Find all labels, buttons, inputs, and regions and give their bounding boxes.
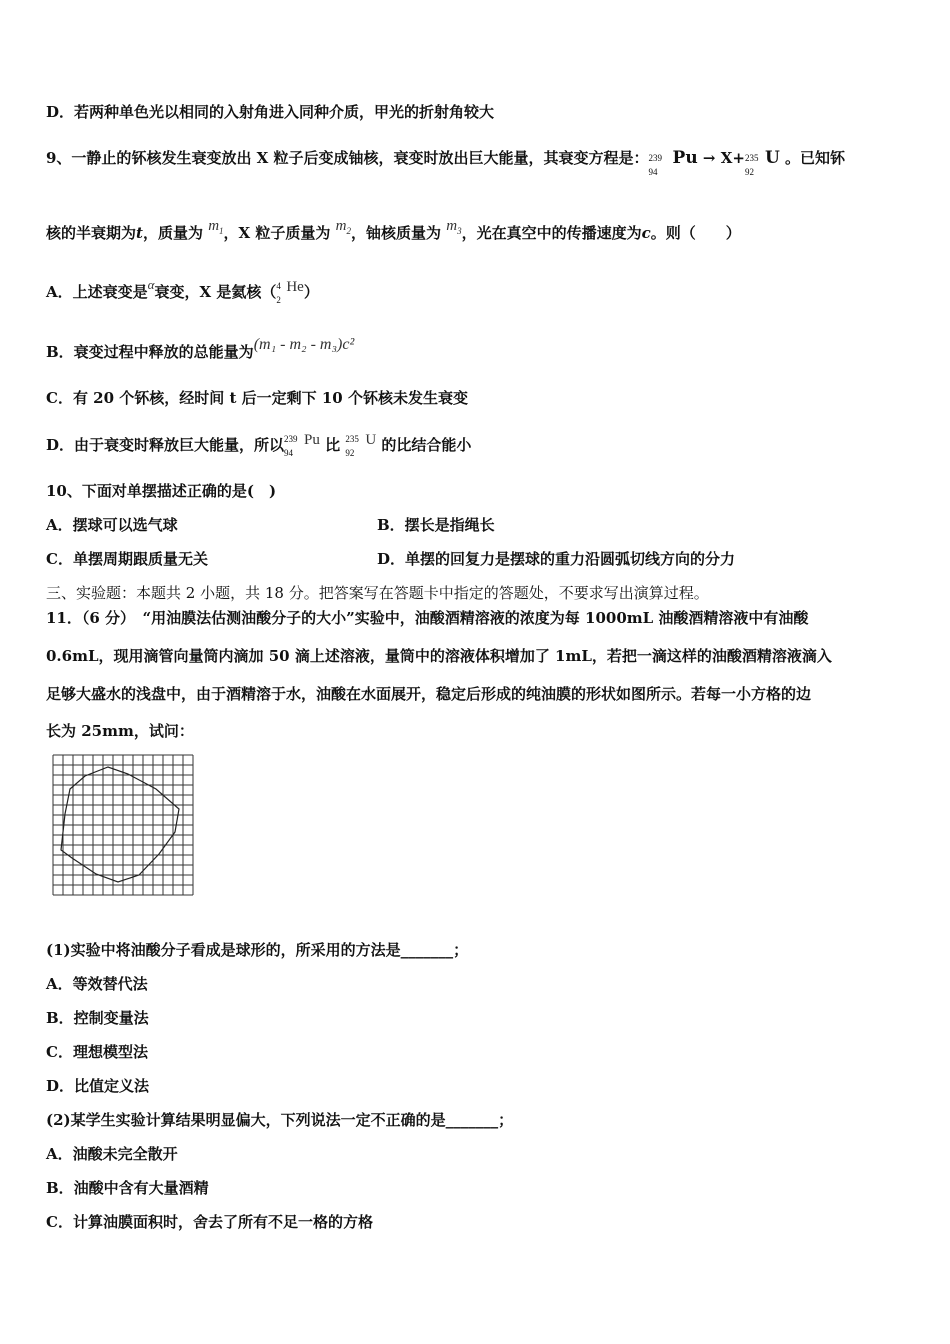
q11-line3: 足够大盛水的浅盘中，由于酒精溶于水，油酸在水面展开，稳定后形成的纯油膜的形状如图所示。若每一小方格的边: [46, 685, 812, 703]
q9-stem-line1: 9、一静止的钚核发生衰变放出 X 粒子后变成铀核，衰变时放出巨大能量，其衰变方程是： 239 94 Pu → X+ 235 92 U 。已知钚: [46, 148, 846, 177]
energy-expression: (m₁ - m₂ - m₃)c²: [253, 336, 355, 353]
q11-line1: 11．（6 分） “用油膜法估测油酸分子的大小”实验中，油酸酒精溶液的浓度为每 1000mL 油酸酒精溶液中有油酸: [46, 609, 809, 627]
m2-symbol: $m_2$: [335, 218, 351, 236]
x-particle: X+: [720, 149, 745, 167]
q10-option-a: A．摆球可以选气球: [46, 516, 178, 534]
q10-option-d: D．单摆的回复力是摆球的重力沿圆弧切线方向的分力: [377, 550, 736, 568]
q11-line2: 0.6mL，现用滴管向量筒内滴加 50 滴上述溶液，量筒中的溶液体积增加了 1mL，若把一滴这样的油酸酒精溶液滴入: [46, 647, 832, 665]
q10-option-b: B．摆长是指绳长: [377, 516, 495, 534]
q11-line4: 长为 25mm，试问：: [46, 722, 194, 740]
he-symbol: He: [286, 279, 304, 295]
m1-symbol: $m_1$: [208, 218, 224, 236]
q9-option-b: B．衰变过程中释放的总能量为(m₁ - m₂ - m₃)c²: [46, 336, 355, 361]
q8-option-d: D．若两种单色光以相同的入射角进入同种介质，甲光的折射角较大: [46, 103, 495, 121]
u-symbol-2: U: [365, 432, 377, 448]
q11-part1-option-a: A．等效替代法: [46, 975, 148, 993]
q9-stem-line2: 核的半衰期为t，质量为 $m_1$，X 粒子质量为 $m_2$，铀核质量为 $m_3$，光在真空中的传播速度为c。则（ ）: [46, 218, 741, 242]
q9-stem-text: 9、一静止的钚核发生衰变放出 X 粒子后变成铀核，衰变时放出巨大能量，其衰变方程是：: [46, 149, 649, 167]
q11-part1-option-b: B．控制变量法: [46, 1009, 149, 1027]
alpha-symbol: α: [147, 277, 155, 292]
q11-part2-option-b: B．油酸中含有大量酒精: [46, 1179, 209, 1197]
q11-part2-option-c: C．计算油膜面积时，舍去了所有不足一格的方格: [46, 1213, 373, 1231]
q11-part1-option-c: C．理想模型法: [46, 1043, 148, 1061]
grid-lines: [53, 755, 193, 895]
u-symbol: U: [764, 148, 780, 168]
q11-part1: (1)实验中将油酸分子看成是球形的，所采用的方法是_______；: [46, 941, 469, 959]
pu-symbol: Pu: [672, 148, 698, 168]
q10-stem: 10、下面对单摆描述正确的是( ): [46, 482, 277, 500]
oil-film-grid-figure: [52, 754, 194, 898]
m3-symbol: $m_3$: [446, 218, 462, 236]
q10-option-c: C．单摆周期跟质量无关: [46, 550, 208, 568]
q9-option-a: A．上述衰变是α衰变，X 是氦核（ 4 2 He）: [46, 277, 319, 305]
q9-option-c: C．有 20 个钚核，经时间 t 后一定剩下 10 个钚核未发生衰变: [46, 389, 468, 407]
q11-part2: (2)某学生实验计算结果明显偏大，下列说法一定不正确的是_______；: [46, 1111, 514, 1129]
arrow: →: [702, 149, 716, 167]
q11-part1-option-d: D．比值定义法: [46, 1077, 150, 1095]
section3-heading: 三、实验题：本题共 2 小题，共 18 分。把答案写在答题卡中指定的答题处，不要求写出演算过程。: [46, 584, 709, 602]
q11-part2-option-a: A．油酸未完全散开: [46, 1145, 178, 1163]
q9-stem-end: 。已知钚: [785, 149, 846, 167]
q9-option-d: D．由于衰变时释放巨大能量，所以 239 94 Pu 比 235 92 U 的比结合能小: [46, 432, 472, 458]
pu-symbol-2: Pu: [304, 432, 320, 448]
